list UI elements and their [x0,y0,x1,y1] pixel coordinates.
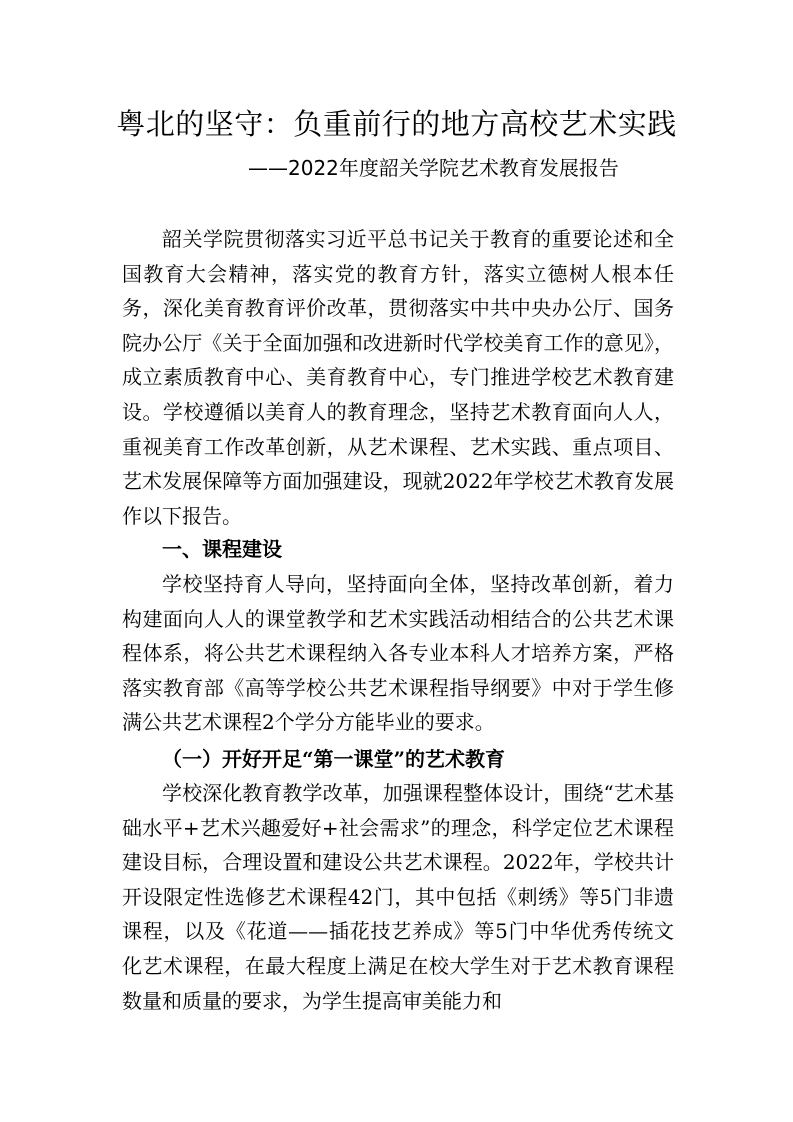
subsection-1-paragraph: 学校深化教育教学改革，加强课程整体设计，围绕“艺术基础水平+艺术兴趣爱好+社会需求”的理念，科学定位艺术课程建设目标，合理设置和建设公共艺术课程。2022年，学校共计开设限定性选修艺术课程42门，其中包括《刺绣》等5门非遗课程，以及《花道——插花技艺养成》等5门中华优秀传统文化艺术课程，在最大程度上满足在校大学生对于艺术教育课程数量和质量的要求，为学生提高审美能力和 [122,781,674,1013]
document-title: 粤北的坚守：负重前行的地方高校艺术实践 [116,107,677,141]
subsection-heading-first-classroom: （一）开好开足“第一课堂”的艺术教育 [162,747,506,771]
section-1-paragraph: 学校坚持育人导向，坚持面向全体，坚持改革创新，着力构建面向人人的课堂教学和艺术实践活动相结合的公共艺术课程体系，将公共艺术课程纳入各专业本科人才培养方案，严格落实教育部《高等学校公共艺术课程指导纲要》中对于学生修满公共艺术课程2个学分方能毕业的要求。 [122,572,674,735]
document-subtitle: ——2022年度韶关学院艺术教育发展报告 [248,156,619,180]
section-heading-course-construction: 一、课程建设 [162,537,282,561]
intro-paragraph: 韶关学院贯彻落实习近平总书记关于教育的重要论述和全国教育大会精神，落实党的教育方针，落实立德树人根本任务，深化美育教育评价改革，贯彻落实中共中央办公厅、国务院办公厅《关于全面加强和改进新时代学校美育工作的意见》，成立素质教育中心、美育教育中心，专门推进学校艺术教育建设。学校遵循以美育人的教育理念，坚持艺术教育面向人人，重视美育工作改革创新，从艺术课程、艺术实践、重点项目、艺术发展保障等方面加强建设，现就2022年学校艺术教育发展作以下报告。 [122,227,674,528]
